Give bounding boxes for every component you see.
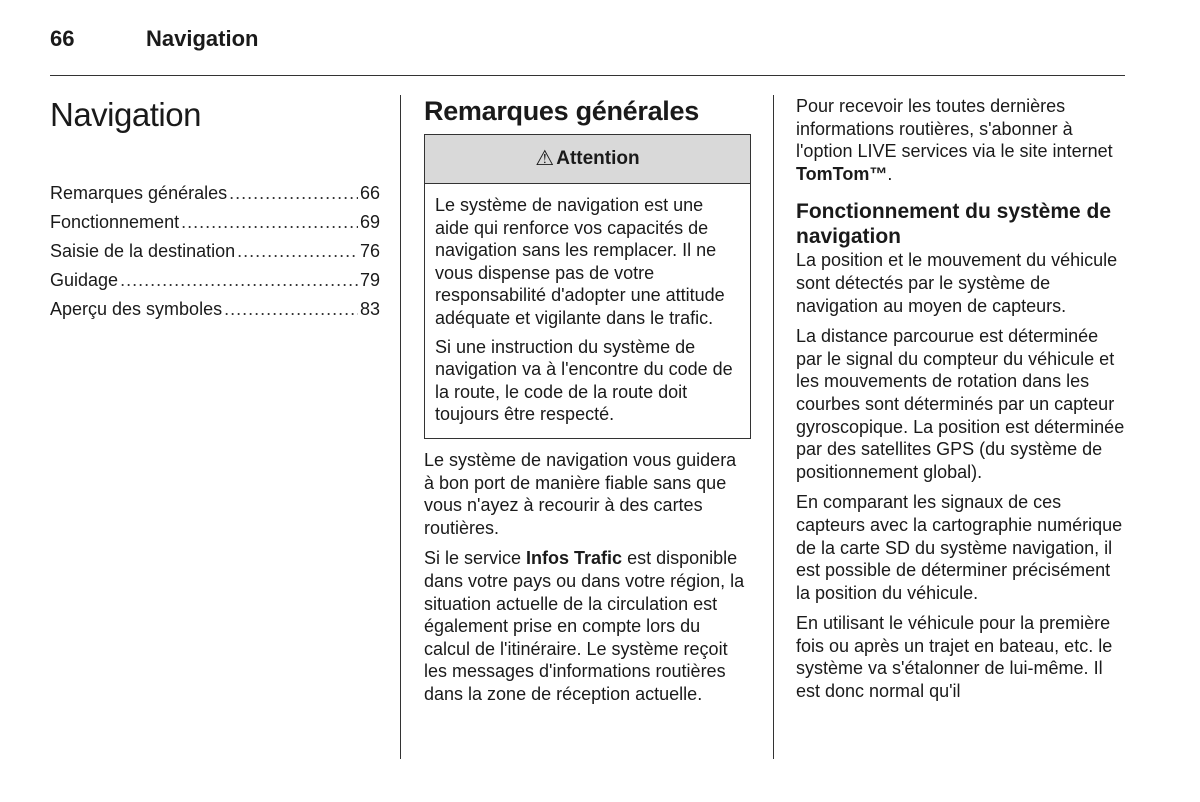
toc-item-page: 69 [359,212,380,232]
body-paragraph: La position et le mouvement du véhicule sont détectés par le système de navigation au moyen de capteurs. [796,250,1118,316]
toc-item-label: Saisie de la destination [50,241,236,261]
warning-header [425,135,750,184]
toc-item[interactable] [50,183,380,212]
toc-leader [237,241,358,262]
column-divider-2 [773,95,774,759]
toc-item-label: Fonctionnement [50,212,180,232]
toc-item-label: Remarques générales [50,183,228,203]
warning-title: Attention [556,147,640,169]
body-paragraph: En utilisant le véhicule pour la première fois ou après un trajet en bateau, etc. le système va s'étalonner de lui-même. Il est donc normal qu'il [796,613,1113,702]
bold-term: Infos Trafic [526,548,623,569]
toc-leader [224,299,358,320]
warning-box [424,134,751,439]
bold-term: TomTom™ [796,163,888,184]
text-run: Pour recevoir les toutes dernières informations routières, s'abonner à l'option LIVE services via le site internet [796,96,1113,162]
column-operation [796,95,1126,711]
table-of-contents [50,183,380,328]
toc-item[interactable] [50,299,380,328]
toc-item[interactable] [50,270,380,299]
text-run: est disponible dans votre pays ou dans votre région, la situation actuelle de la circulation est également prise en compte lors du calcul de l'itinéraire. Le système reçoit les messages d'informations routières dans la zone de réception actuelle. [424,548,745,704]
column-divider-1 [400,95,401,759]
column-general-remarks [424,92,751,705]
body-paragraph [424,547,751,705]
toc-leader [120,270,358,291]
column-toc [50,92,380,328]
warning-body [425,184,750,438]
body-paragraph: La distance parcourue est déterminée par le signal du compteur du véhicule et les mouvements de rotation dans les courbes sont déterminés par un capteur gyroscopique. La position est déterminée par des satellites GPS (du système de positionnement global). [796,326,1125,482]
subsection-heading: Fonctionnement du système de navigation [796,200,1112,249]
toc-item-page: 79 [359,270,380,290]
section-heading: Remarques générales [424,96,699,126]
text-run: . [887,163,893,184]
header-title: Navigation [146,26,259,51]
toc-item-page: 66 [359,183,380,203]
header-rule [50,75,1125,76]
page-number: 66 [50,26,75,51]
warning-triangle-icon: ⚠ [535,146,555,170]
warning-paragraph: Le système de navigation est une aide qui renforce vos capacités de navigation sans les remplacer. Il ne vous dispense pas de votre responsabilité d'adopter une attitude adéquate et vigilante dans le trafic. [435,195,725,328]
toc-item-page: 76 [359,241,380,261]
toc-leader [181,212,358,233]
body-paragraph: En comparant les signaux de ces capteurs avec la cartographie numérique de la carte SD du système navigation, il est possible de déterminer précisément la position du véhicule. [796,492,1123,603]
toc-item-page: 83 [359,299,380,319]
toc-item-label: Aperçu des symboles [50,299,223,319]
text-run: Si le service [424,548,527,569]
body-paragraph [796,95,1126,185]
toc-item-label: Guidage [50,270,119,290]
toc-leader [229,183,358,204]
toc-item[interactable] [50,241,380,270]
body-paragraph: Le système de navigation vous guidera à bon port de manière fiable sans que vous n'ayez à recourir à des cartes routières. [424,449,737,538]
toc-item[interactable] [50,212,380,241]
chapter-title: Navigation [50,96,201,133]
warning-paragraph: Si une instruction du système de navigation va à l'encontre du code de la route, le code de la route doit toujours être respecté. [435,336,733,425]
